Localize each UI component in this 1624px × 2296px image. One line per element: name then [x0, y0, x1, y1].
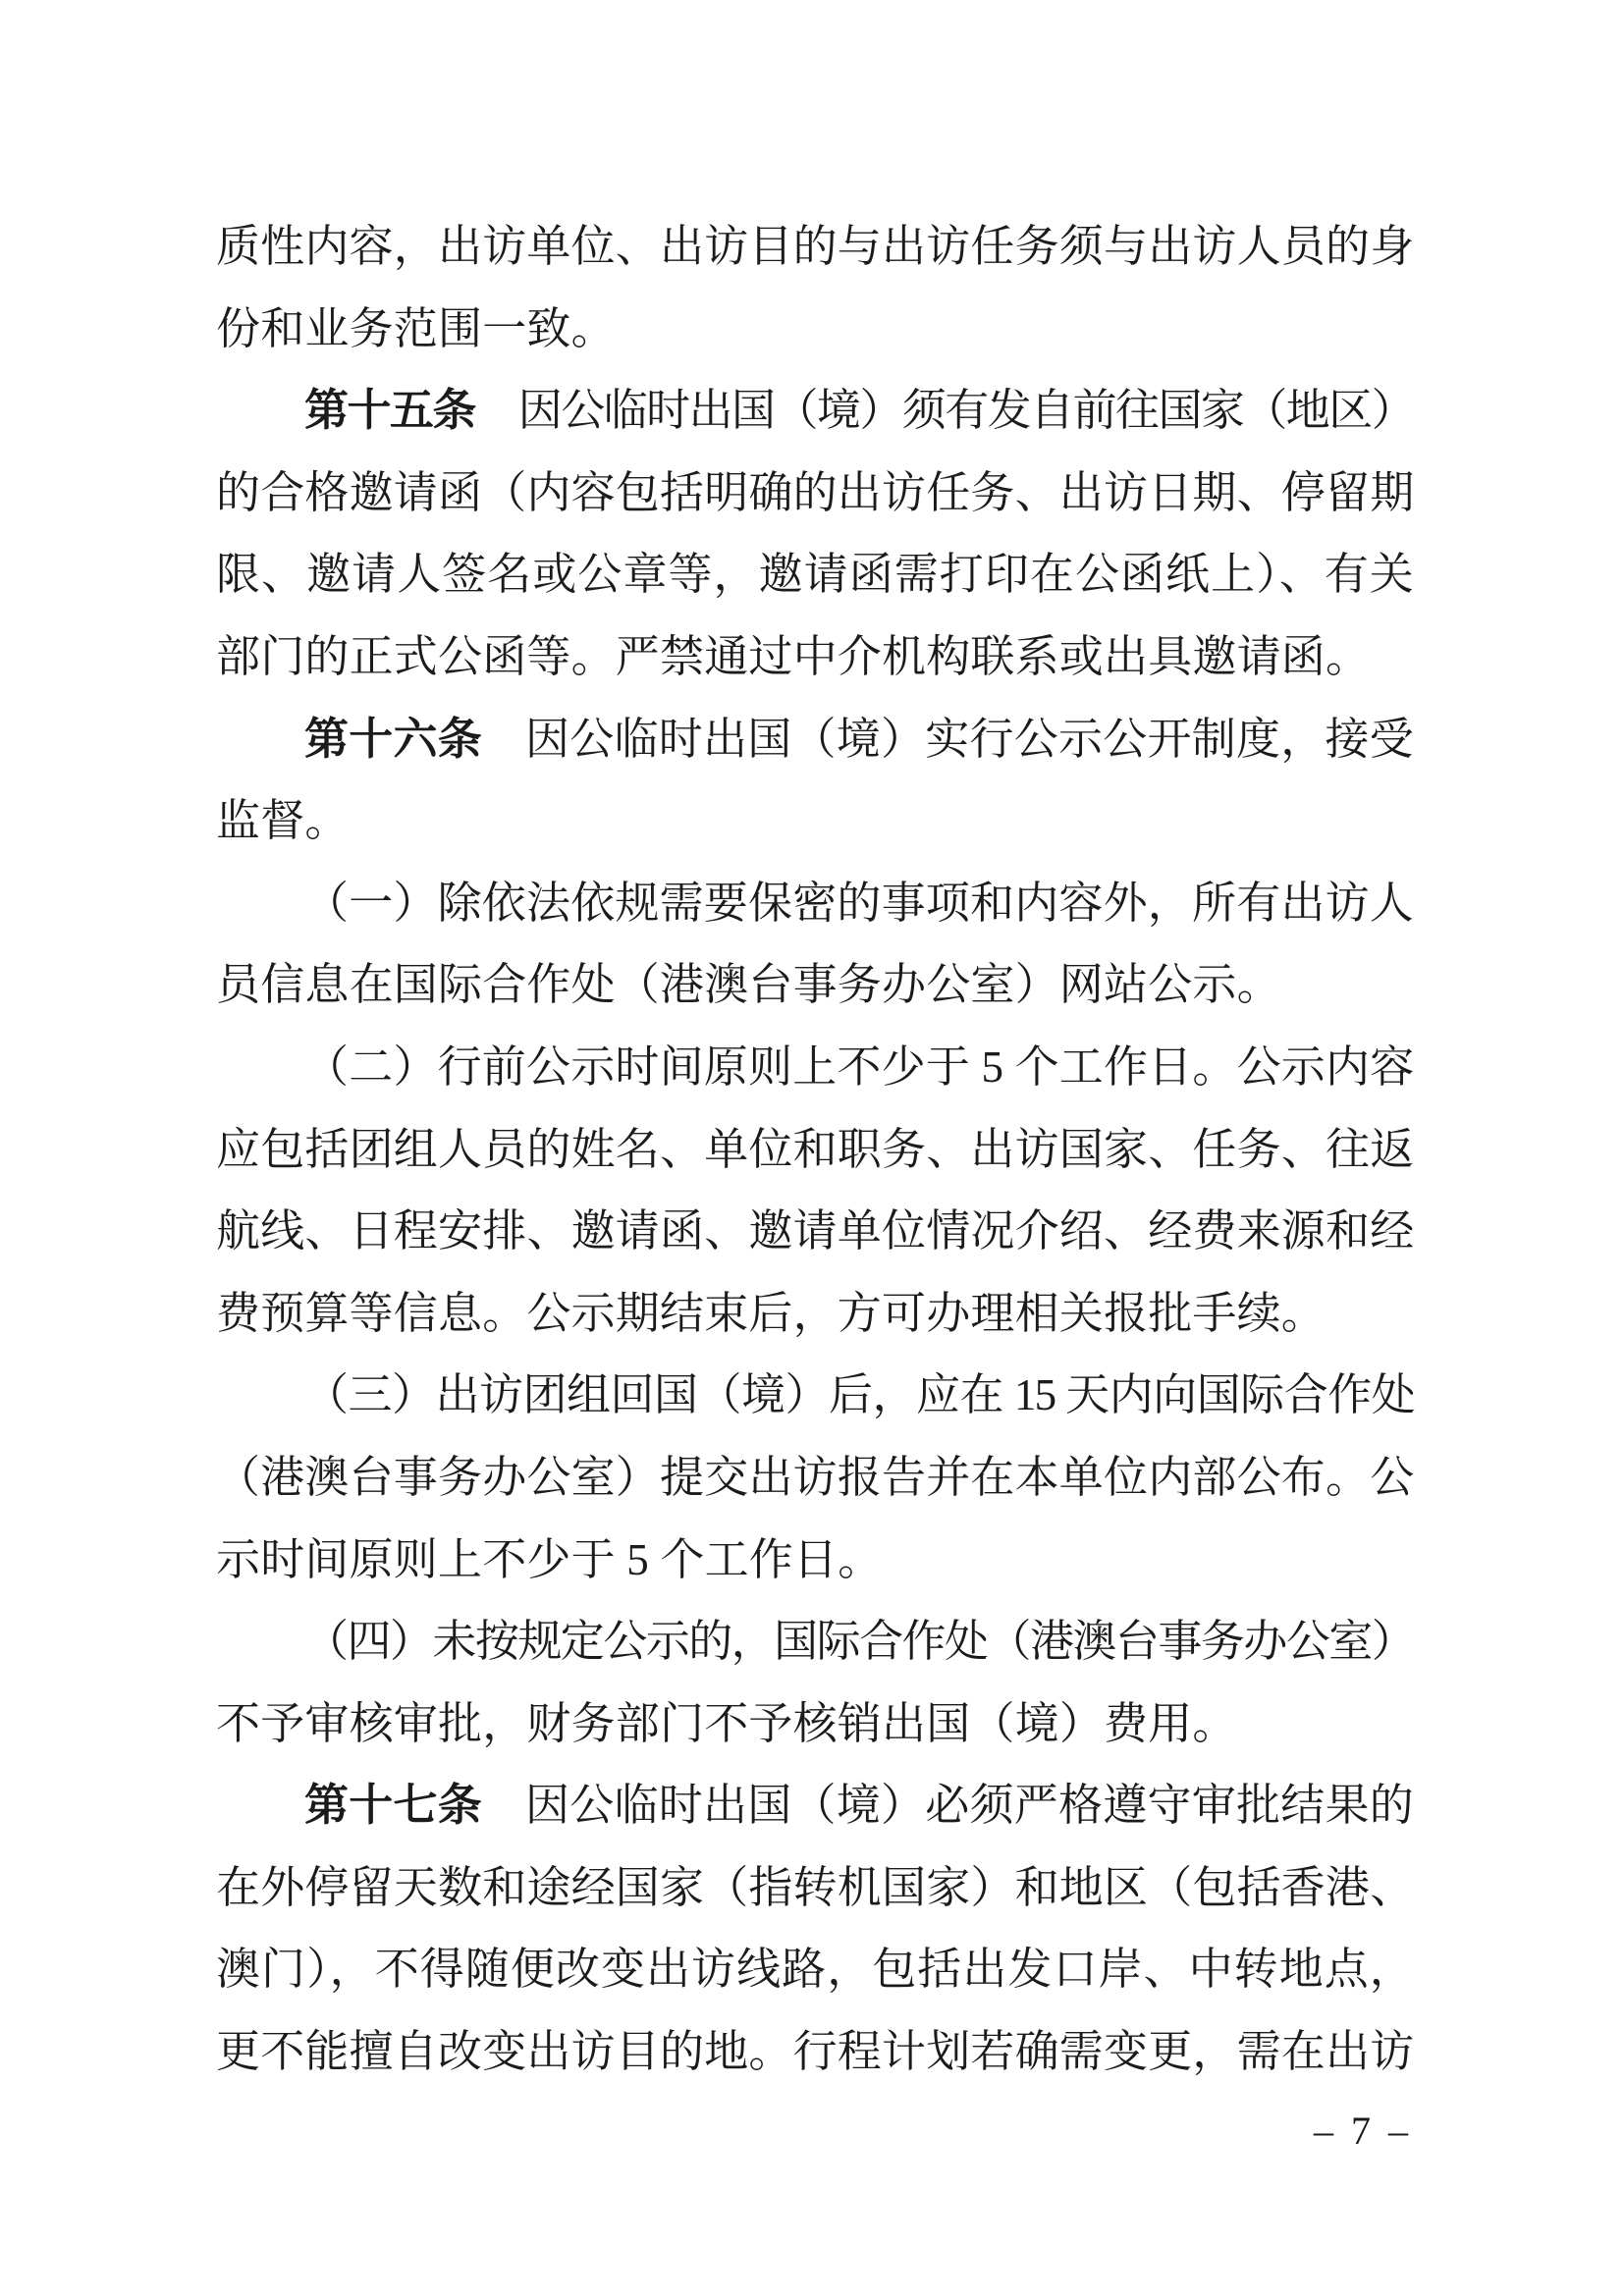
line-text: 质性内容，出访单位、出访目的与出访任务须与出访人员的身 [216, 222, 1415, 271]
article-number: 第十六条 [304, 714, 483, 764]
document-line [216, 1929, 1414, 2011]
document-line [216, 1437, 1414, 1520]
line-text: 示时间原则上不少于 5 个工作日。 [216, 1534, 883, 1584]
document-line-article-17 [216, 1765, 1414, 1847]
line-text: 澳门），不得随便改变出访线路，包括出发口岸、中转地点， [216, 1945, 1414, 1995]
document-line [216, 1109, 1414, 1192]
article-number: 第十七条 [304, 1781, 483, 1831]
document-line-item-3 [216, 1355, 1414, 1437]
line-text: 部门的正式公函等。严禁通过中介机构联系或出具邀请函。 [216, 631, 1371, 681]
document-line [216, 534, 1414, 616]
document-line [216, 453, 1414, 535]
line-text: 监督。 [216, 796, 350, 846]
line-text: 在外停留天数和途经国家（指转机国家）和地区（包括香港、 [216, 1862, 1415, 1912]
line-text: 限、邀请人签名或公章等，邀请函需打印在公函纸上）、有关 [216, 550, 1414, 600]
line-text: 航线、日程安排、邀请函、邀请单位情况介绍、经费来源和经 [216, 1206, 1415, 1256]
document-line [216, 1273, 1414, 1356]
line-text: 因公临时出国（境）须有发自前往国家（地区） [517, 386, 1414, 436]
document-line [216, 616, 1414, 699]
page-number: – 7 – [1314, 2109, 1412, 2153]
document-line [216, 1191, 1414, 1273]
line-text: 因公临时出国（境）实行公示公开制度，接受 [525, 714, 1414, 764]
line-text: 费预算等信息。公示期结束后，方可办理相关报批手续。 [216, 1288, 1326, 1338]
line-text: （四）未按规定公示的，国际合作处（港澳台事务办公室） [304, 1617, 1414, 1667]
line-text: 不予审核审批，财务部门不予核销出国（境）费用。 [216, 1698, 1237, 1748]
document-body [216, 206, 1414, 2094]
document-line [216, 1520, 1414, 1602]
document-line-item-4 [216, 1601, 1414, 1683]
document-line-item-2 [216, 1027, 1414, 1109]
line-text: 更不能擅自改变出访目的地。行程计划若确需变更，需在出访 [216, 2027, 1415, 2077]
line-text: 应包括团组人员的姓名、单位和职务、出访国家、任务、往返 [216, 1124, 1415, 1174]
document-line [216, 289, 1414, 371]
document-line-article-15 [216, 370, 1414, 453]
document-line [216, 206, 1414, 289]
line-text: 因公临时出国（境）必须严格遵守审批结果的 [525, 1781, 1414, 1831]
line-text: （一）除依法依规需要保密的事项和内容外，所有出访人 [304, 878, 1415, 928]
document-line [216, 944, 1414, 1027]
line-text: （三）出访团组回国（境）后，应在 15 天内向国际合作处 [304, 1370, 1414, 1420]
document-line [216, 2011, 1414, 2094]
line-text: 员信息在国际合作处（港澳台事务办公室）网站公示。 [216, 960, 1281, 1010]
document-line [216, 1847, 1414, 1930]
line-text: （二）行前公示时间原则上不少于 5 个工作日。公示内容 [304, 1041, 1415, 1092]
line-text: 的合格邀请函（内容包括明确的出访任务、出访日期、停留期 [216, 467, 1415, 517]
document-line-article-16 [216, 699, 1414, 781]
article-number: 第十五条 [304, 386, 475, 436]
document-line-item-1 [216, 863, 1414, 945]
document-line [216, 1683, 1414, 1766]
line-text: 份和业务范围一致。 [216, 303, 616, 353]
document-line [216, 780, 1414, 863]
line-text: （港澳台事务办公室）提交出访报告并在本单位内部公布。公 [216, 1452, 1415, 1502]
